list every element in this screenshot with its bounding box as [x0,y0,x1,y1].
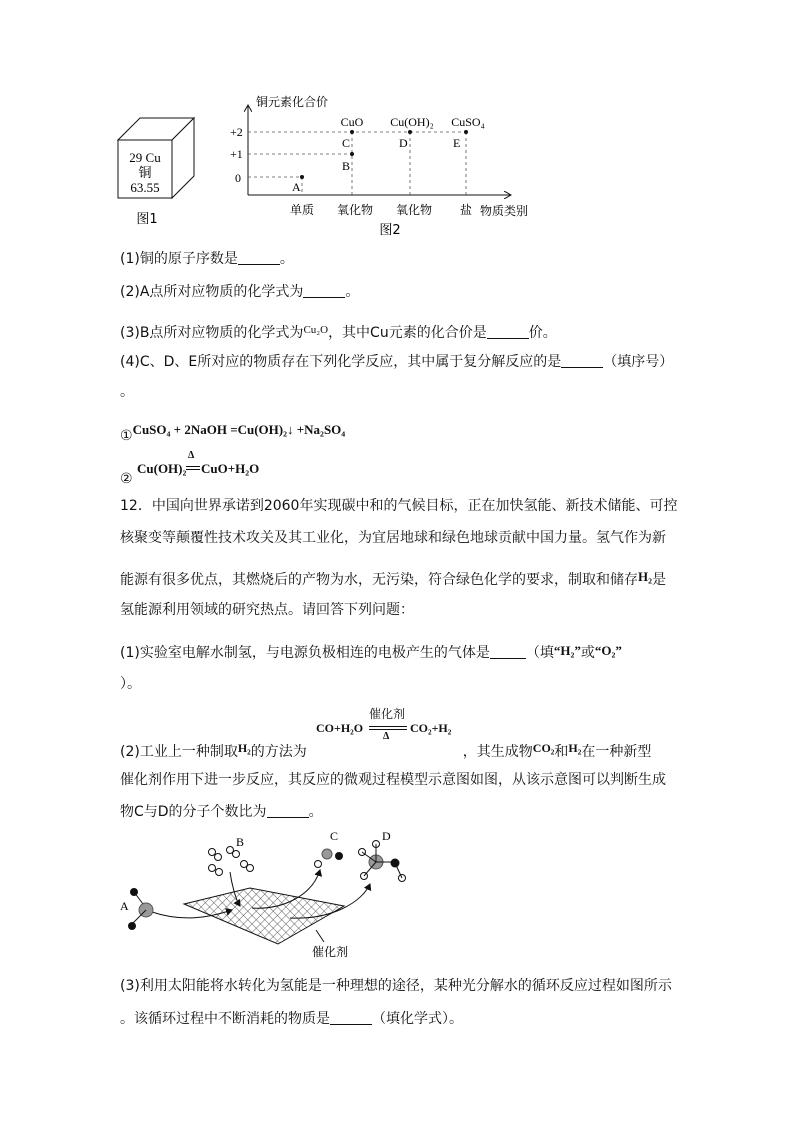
figure-2-valence-chart [222,92,552,242]
answer-blank-5[interactable] [490,644,526,659]
xtick-salt: 盐 [459,203,473,217]
figure-1-element-cube [110,112,200,232]
diagram-label-c: C [330,829,339,843]
eq2-condition: Δ [188,450,195,461]
answer-blank-6[interactable] [267,803,309,818]
answer-blank-3[interactable] [487,324,529,339]
eq1-number: ① [120,428,133,444]
catalyst-label: 催化剂 [312,945,349,959]
xtick-oxide-2: 氧化物 [395,203,433,217]
point-b [350,152,354,156]
q12-part1-line1: (1)实验室电解水制氢，与电源负极相连的电极产生的气体是 （填“H₂”或“O₂” [120,643,622,661]
q12-intro-line3: 能源有很多优点，其燃烧后的产物为水，无污染，符合绿色化学的要求，制取和储存H₂是 [120,569,667,588]
eq3-heat: Δ [383,731,390,742]
xtick-elemental: 单质 [289,203,315,217]
point-c [350,130,354,134]
q11-part2: (2)A点所对应物质的化学式为 。 [120,284,360,300]
element-number-symbol: 29 Cu [129,150,161,165]
molecule-a-atom-2 [128,922,136,930]
molecules-b [209,847,254,876]
q11-part4-line2: 。 [120,384,134,400]
equation-2 [120,452,320,492]
formula-cu2o: Cu₂O [303,324,329,336]
eq3-catalyst: 催化剂 [369,707,406,721]
q12-part1-line2: ）。 [120,676,141,692]
eq2-right: CuO+H₂O [201,461,260,476]
answer-blank-4[interactable] [561,353,603,368]
ytick-plus2: +2 [230,125,243,139]
point-e-label: E [453,136,461,150]
q12-part3-line1: (3)利用太阳能将水转化为氢能是一种理想的途径，某种光分解水的循环反应过程如图所示 [120,978,672,994]
eq1-formula: CuSO₄ + 2NaOH =Cu(OH)₂↓ +Na₂SO₄ [132,422,346,437]
ytick-plus1: +1 [230,147,243,161]
q12-part2-line3: 物C与D的分子个数比为 。 [120,804,323,820]
q12-part2-line1: (2)工业上一种制取H₂的方法为 ，其生成物CO₂和H₂在一种新型 [120,741,652,760]
diagram-label-b: B [236,835,245,849]
y-axis-label: 铜元素化合价 [256,95,329,109]
formula-h2-c: H₂ [568,741,582,755]
q12-intro-line2: 核聚变等颠覆性技术攻关及其工业化，为宜居地球和绿色地球贡献中国力量。氢气作为新 [120,530,666,546]
point-d-label: D [399,136,408,150]
figure-1-caption: 图1 [136,212,158,227]
point-a [300,175,304,179]
element-name: 铜 [138,166,152,181]
molecule-c-o [322,849,332,859]
formula-h2: H₂ [638,569,653,584]
point-b-label: B [342,159,351,173]
eq2-number: ② [120,471,133,487]
equation-1 [120,420,345,446]
diagram-label-a: A [120,899,129,913]
q11-part3: (3)B点所对应物质的化学式为$^{Cu_2O}$，其中Cu元素的化合价是 价。 [120,324,557,341]
option-o2: “O₂” [594,643,622,658]
label-cuso4: CuSO₄ [451,115,485,129]
diagram-label-d: D [382,829,391,843]
point-d [408,130,412,134]
point-c-label: C [342,136,351,150]
label-cuoh2: Cu(OH)₂ [390,115,434,129]
q11-part4-line1: (4)C、D、E所对应的物质存在下列化学反应，其中属于复分解反应的是 （填序号） [120,354,674,370]
point-e [464,130,468,134]
label-cuo: CuO [340,115,364,129]
formula-h2-b: H₂ [237,741,251,755]
answer-blank-2[interactable] [303,283,345,298]
q11-part1: (1)铜的原子序数是 。 [120,251,294,267]
element-mass: 63.55 [130,180,160,195]
q12-part3-line2: 。该循环过程中不断消耗的物质是 （填化学式）。 [120,1011,463,1027]
point-a-label: A [292,180,301,194]
x-axis-label: 物质类别 [480,204,529,218]
eq2-left: Cu(OH)₂ [137,461,187,476]
eq3-left: CO+H₂O [316,721,364,735]
answer-blank-1[interactable] [238,250,280,265]
option-h2: “H₂” [553,643,581,658]
catalyst-reaction-diagram [112,826,422,966]
q12-intro-line4: 氢能源利用领域的研究热点。请回答下列问题： [120,602,414,618]
eq3-right: CO₂+H₂ [410,721,452,735]
q12-part2-line2: 催化剂作用下进一步反应，其反应的微观过程模型示意图如图，从该示意图可以判断生成 [120,772,666,788]
q12-intro-line1: 12．中国向世界承诺到2060年实现碳中和的气候目标，正在加快氢能、新技术储能、可控 [120,498,678,514]
formula-co2: CO₂ [532,741,555,755]
answer-blank-7[interactable] [330,1010,372,1025]
xtick-oxide-1: 氧化物 [336,203,374,217]
ytick-0: 0 [235,171,241,185]
figure-2-caption: 图2 [379,223,401,238]
